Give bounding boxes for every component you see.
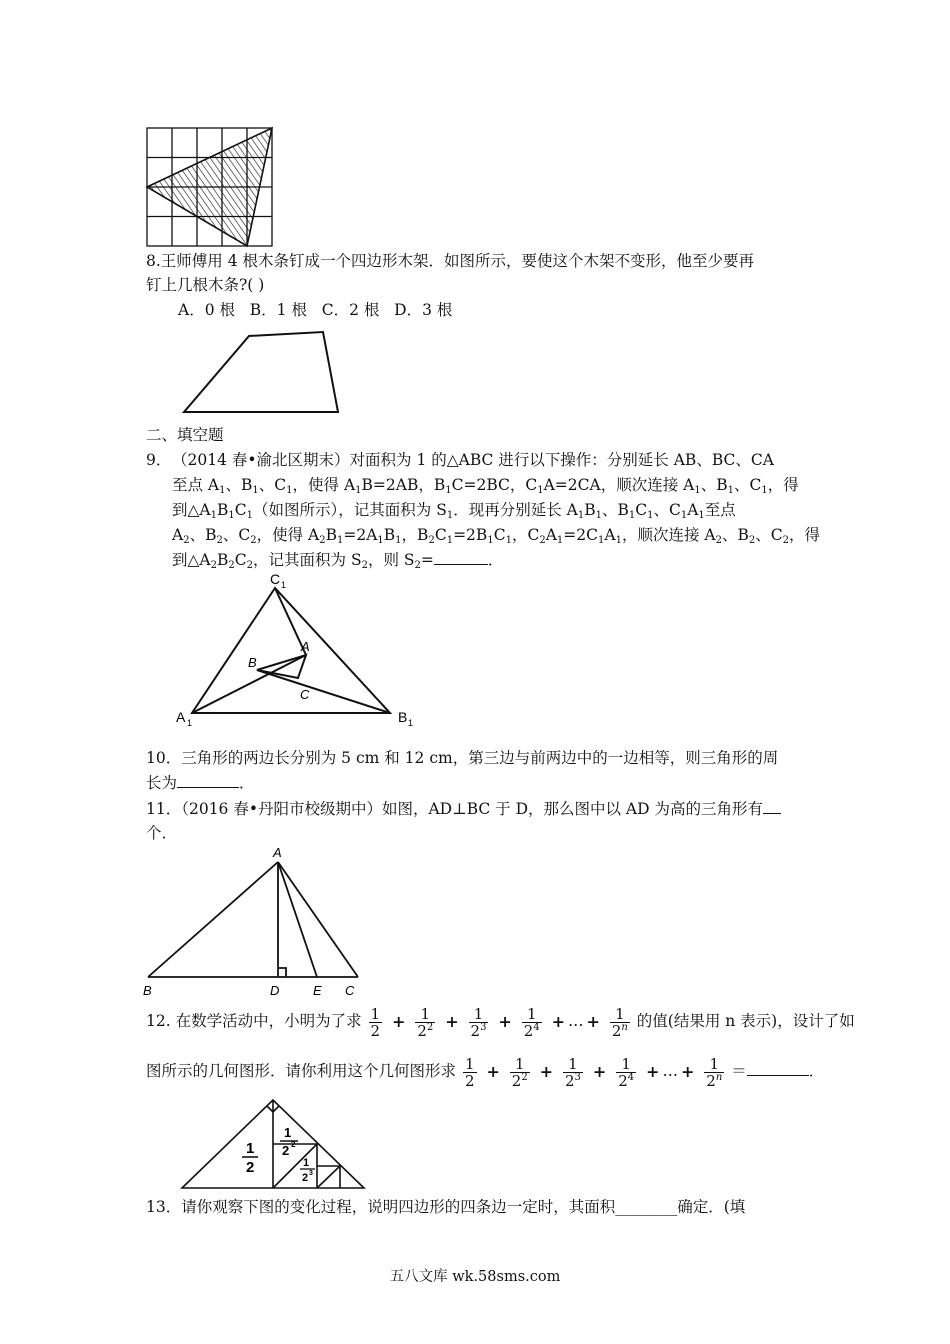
frac-1-2-n: $\frac{1}{2^n}$	[706, 1054, 723, 1090]
grid-triangle-figure	[144, 125, 278, 249]
label-c: C	[300, 687, 310, 702]
triangle-construction-figure	[172, 570, 422, 730]
label-a1: A	[176, 709, 186, 725]
frac-1-2: $\frac{1}{2}$	[464, 1054, 475, 1090]
label-e: E	[313, 983, 322, 998]
label-d: D	[270, 983, 280, 998]
q9-answer-blank[interactable]	[434, 564, 488, 565]
q10-answer-blank[interactable]	[177, 787, 239, 788]
q13-line1: 13．请你观察下图的变化过程，说明四边形的四条边一定时，其面积________确定．(填	[146, 1198, 746, 1216]
quadrilateral-figure	[180, 328, 344, 416]
q12-answer-blank[interactable]	[747, 1075, 809, 1076]
halving-triangle-figure	[176, 1094, 370, 1192]
label-c1: C	[270, 571, 281, 587]
q8-text-line2: 钉上几根木条?( )	[146, 276, 265, 294]
fig-half-num: 1	[246, 1140, 255, 1157]
altitude-triangle-figure	[140, 840, 370, 1000]
label-b1-sub: 1	[408, 718, 414, 728]
label-a: A	[273, 845, 282, 860]
q8-text-line1: 8.王师傅用 4 根木条钉成一个四边形木架．如图所示，要使这个木架不变形，他至少要再	[146, 252, 755, 270]
q9-line4: $A_2$、$B_2$、$C_2$，使得 $A_2B_1=2A_1B_1$，$B_2C_1=2B_1C_1$，$C_2A_1=2C_1A_1$，顺次连接 $A_2$、$B_2$、$C_2$，得	[172, 526, 820, 546]
label-a: A	[301, 639, 310, 654]
q11-line2: 个．	[146, 824, 178, 842]
fig-quarter-den: 2	[282, 1143, 290, 1158]
fig-eighth-exp: 3	[309, 1170, 313, 1177]
q10-line1: 10．三角形的两边长分别为 5 cm 和 12 cm，第三边与前两边中的一边相等，则三角形的周	[146, 749, 779, 767]
label-b: B	[248, 655, 257, 670]
footer-watermark: 五八文库 wk.58sms.com	[389, 1269, 561, 1285]
q9-line2: 至点 $A_1$、$B_1$、$C_1$，使得 $A_1B=2AB$，$B_1C=2BC$，$C_1A=2CA$，顺次连接 $A_1$、$B_1$、$C_1$，得	[172, 476, 799, 496]
q9-line1: （2014 春•渝北区期末）对面积为 1 的△ABC 进行以下操作：分别延长 AB、BC、CA	[172, 451, 774, 469]
fig-eighth-den: 2	[302, 1172, 309, 1184]
label-c1-sub: 1	[281, 580, 287, 590]
frac-1-2-4: $\frac{1}{2^4}$	[618, 1054, 635, 1090]
frac-1-2-3: $\frac{1}{2^3}$	[564, 1054, 581, 1090]
q11-answer-blank[interactable]	[763, 813, 781, 814]
fig-quarter-exp: 2	[291, 1140, 296, 1149]
fig-half-den: 2	[246, 1159, 255, 1176]
fig-eighth-num: 1	[303, 1157, 310, 1169]
frac-1-2-2: $\frac{1}{2^2}$	[417, 1004, 434, 1040]
fig-quarter-num: 1	[284, 1125, 292, 1140]
q9-number: 9．	[146, 451, 172, 469]
frac-1-2-n: $\frac{1}{2^n}$	[611, 1004, 628, 1040]
frac-1-2-2: $\frac{1}{2^2}$	[511, 1054, 528, 1090]
q12-line2: 图所示的几何图形．请你利用这个几何图形求 $\frac{1}{2}$ + $\frac{1}{2^2}$ + $\frac{1}{2^3}$ + $\frac{1}{2^4}$ + … + $\frac{1}{2^n}$ ＝ ．	[146, 1054, 825, 1090]
label-b: B	[143, 983, 152, 998]
label-c: C	[345, 983, 355, 998]
label-b1: B	[398, 709, 408, 725]
q11-line1: 11．（2016 春•丹阳市校级期中）如图，AD⊥BC 于 D，那么图中以 AD 为高的三角形有	[146, 798, 781, 820]
section-title: 二、填空题	[146, 426, 224, 444]
frac-1-2: $\frac{1}{2}$	[370, 1004, 381, 1040]
q9-line3: 到$\triangle A_1B_1C_1$（如图所示），记其面积为 $S_1$．现再分别延长 $A_1B_1$、$B_1C_1$、$C_1A_1$至点	[172, 501, 736, 521]
frac-1-2-3: $\frac{1}{2^3}$	[470, 1004, 487, 1040]
q10-line2: 长为 ．	[146, 774, 255, 792]
q12-line1: 12. 在数学活动中，小明为了求 $\frac{1}{2}$ + $\frac{1}{2^2}$ + $\frac{1}{2^3}$ + $\frac{1}{2^4}$ + … + $\frac{1}{2^n}$ 的值(结果用 n 表示)，设计了如	[146, 1004, 855, 1040]
q9-line5: 到$\triangle A_2B_2C_2$，记其面积为 $S_2$，则 $S_2=$ ．	[172, 551, 504, 571]
label-a1-sub: 1	[187, 718, 193, 728]
q8-options: A．0 根 B．1 根 C．2 根 D．3 根	[178, 301, 453, 319]
frac-1-2-4: $\frac{1}{2^4}$	[523, 1004, 540, 1040]
